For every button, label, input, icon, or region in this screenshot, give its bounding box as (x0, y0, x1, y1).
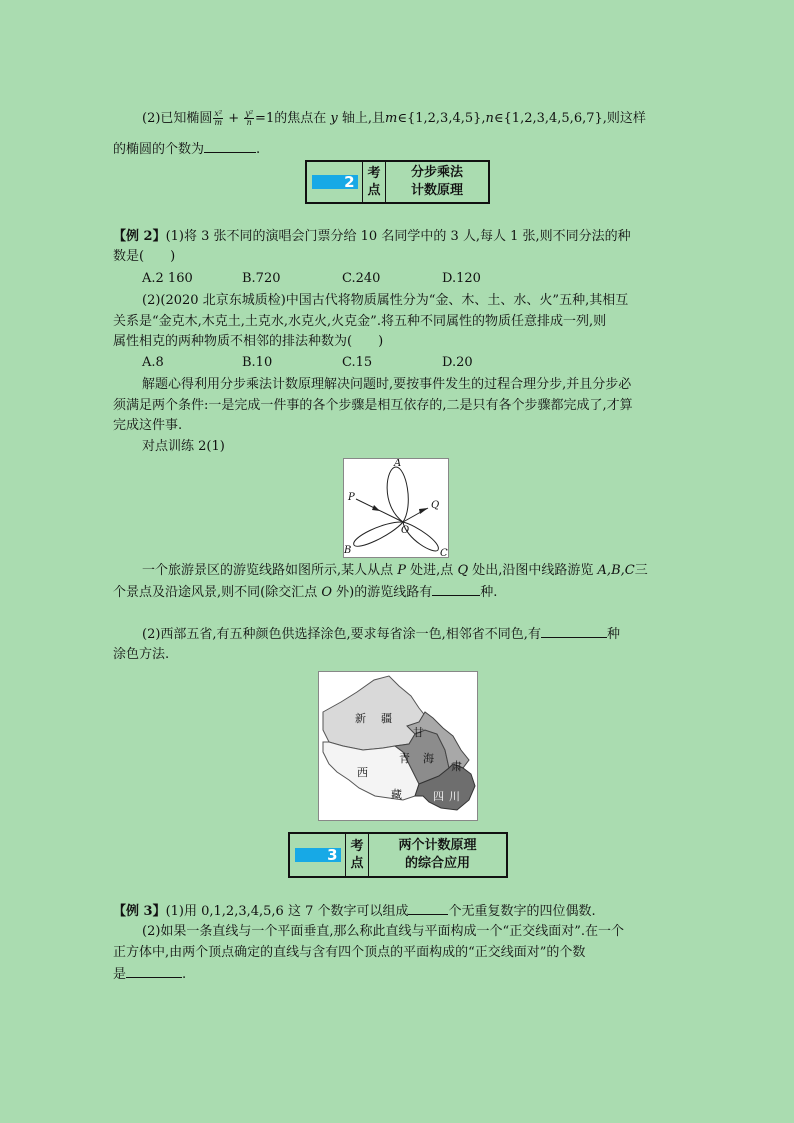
label-su: 肃 (451, 760, 462, 773)
frac-num: y² (245, 109, 254, 118)
set-m: ∈{1,2,3,4,5}, (397, 111, 486, 126)
label-hai: 海 (423, 752, 434, 765)
kaodian-label (346, 834, 369, 876)
frac-den: n (246, 118, 252, 127)
tip-line2: 须满足两个条件:一是完成一件事的各个步骤是相互依存的,二是只有各个步骤都完成了,才算 (113, 398, 633, 413)
option-b[interactable]: B.720 (242, 271, 281, 286)
example2-q1-line1 (113, 228, 631, 246)
kao-char: 考 (350, 839, 364, 854)
ellipse-question-line1 (142, 110, 646, 128)
text: 个景点及沿途风景,则不同(除交汇点 (113, 585, 318, 600)
text: 种. (480, 585, 498, 600)
text: 一个旅游景区的游览线路如图所示,某人从点 (142, 563, 394, 578)
label-b: B (344, 545, 352, 556)
kaodian-3-box (288, 832, 508, 878)
example-tag: 【例 2】 (113, 229, 166, 244)
answer-blank[interactable] (541, 625, 607, 638)
label-si: 四 (433, 790, 444, 803)
option-d[interactable]: D.120 (442, 271, 481, 286)
example2-q2-options (142, 354, 473, 372)
kao-char: 考 (367, 166, 381, 181)
label-xin: 新 (355, 712, 366, 725)
text: 的椭圆的个数为 (113, 142, 205, 157)
title-line2: 的综合应用 (404, 856, 470, 871)
ellipse-question-line2 (113, 140, 260, 159)
text: 外)的游览线路有 (336, 585, 433, 600)
example-tag: 【例 3】 (113, 904, 166, 919)
title-line1: 分步乘法 (410, 165, 463, 180)
label-o: O (401, 525, 410, 536)
frac-num: x² (214, 109, 223, 118)
tip-line3: 完成这件事. (113, 418, 183, 433)
example3-q2-line2: 正方体中,由两个顶点确定的直线与含有四个顶点的平面构成的“正交线面对”的个数 (113, 945, 586, 960)
training2-line1 (142, 625, 620, 644)
kaodian-number: 2 (312, 175, 358, 189)
text: 轴上,且 (341, 111, 386, 126)
title-line2: 计数原理 (410, 183, 463, 198)
kaodian-label (363, 162, 386, 202)
example3-q2-line3 (113, 965, 186, 984)
route-figure (343, 458, 449, 558)
example2-q2-line1: (2)(2020 北京东城质检)中国古代将物质属性分为“金、木、土、水、火”五种,其相互 (142, 293, 629, 308)
var-n: n (485, 111, 494, 126)
var-o: O (321, 585, 333, 600)
training1-line1 (142, 562, 648, 580)
label-q: Q (431, 500, 440, 511)
answer-blank[interactable] (204, 140, 256, 153)
label-gan: 甘 (413, 726, 424, 739)
loop-a (387, 467, 408, 522)
training1-line2 (113, 583, 497, 602)
map-svg (319, 672, 477, 820)
title-line1: 两个计数原理 (398, 838, 477, 853)
text: 的焦点在 (274, 111, 327, 126)
text: 处出,沿图中线路游览 (472, 563, 594, 578)
vars-abc: A,B,C (597, 563, 635, 578)
answer-blank[interactable] (432, 583, 480, 596)
arrow-q (419, 508, 428, 514)
set-n: ∈{1,2,3,4,5,6,7},则这样 (493, 111, 646, 126)
label-qing: 青 (399, 752, 410, 765)
kaodian-title (386, 162, 488, 202)
text: 种 (606, 627, 620, 642)
label-c: C (440, 548, 448, 557)
text: (2)西部五省,有五种颜色供选择涂色,要求每省涂一色,相邻省不同色,有 (142, 627, 541, 642)
text: . (256, 142, 261, 157)
label-p: P (348, 492, 355, 503)
option-a[interactable]: A.8 (142, 355, 164, 370)
example2-q2-line2: 关系是“金克木,木克土,土克水,水克火,火克金”.将五种不同属性的物质任意排成一列,则 (113, 314, 607, 329)
var-y: y (330, 111, 338, 126)
training-title: 对点训练 2(1) (142, 439, 225, 454)
label-chuan: 川 (449, 790, 460, 803)
region-xinjiang (323, 676, 427, 750)
option-a[interactable]: A.2 160 (142, 271, 193, 286)
training2-line2: 涂色方法. (113, 647, 170, 662)
example2-q1-line2: 数是( ) (113, 249, 176, 264)
text: 三 (634, 563, 648, 578)
kaodian-number: 3 (295, 848, 341, 862)
text: (1)将 3 张不同的演唱会门票分给 10 名同学中的 3 人,每人 1 张,则不同分法的种 (165, 229, 631, 244)
dian-char: 点 (367, 183, 381, 198)
var-p: P (397, 563, 407, 578)
question-label: (2)已知椭圆 (142, 111, 213, 126)
route-diagram (344, 459, 448, 557)
plus-sign: + (224, 111, 244, 126)
kaodian-badge (307, 162, 363, 202)
example2-q2-line3: 属性相克的两种物质不相邻的排法种数为( ) (113, 334, 384, 349)
kaodian-badge (290, 834, 346, 876)
label-xi: 西 (357, 766, 368, 779)
text: 是 (113, 967, 127, 982)
frac-den: m (214, 118, 223, 127)
label-a: A (394, 459, 402, 469)
fraction-y2-n (244, 110, 254, 127)
option-d[interactable]: D.20 (442, 355, 473, 370)
text: . (182, 967, 187, 982)
option-c[interactable]: C.15 (342, 355, 373, 370)
answer-blank[interactable] (408, 902, 448, 915)
option-b[interactable]: B.10 (242, 355, 273, 370)
var-q: Q (457, 563, 469, 578)
text: 个无重复数字的四位偶数. (448, 904, 596, 919)
text: (1)用 0,1,2,3,4,5,6 这 7 个数字可以组成 (165, 904, 409, 919)
label-jiang: 疆 (381, 712, 392, 725)
equals-one: =1 (255, 111, 275, 126)
option-c[interactable]: C.240 (342, 271, 381, 286)
answer-blank[interactable] (126, 965, 182, 978)
fraction-x2-m (213, 110, 223, 127)
kaodian-title (369, 834, 506, 876)
label-zang: 藏 (391, 788, 402, 801)
loop-b (354, 522, 403, 546)
kaodian-2-box (305, 160, 490, 204)
dian-char: 点 (350, 856, 364, 871)
var-m: m (385, 111, 398, 126)
text: 处进,点 (410, 563, 454, 578)
arrow-p (372, 505, 380, 511)
example2-q1-options (142, 270, 481, 288)
example3-q2-line1: (2)如果一条直线与一个平面垂直,那么称此直线与平面构成一个“正交线面对”.在一个 (142, 924, 624, 939)
tip-line1: 解题心得利用分步乘法计数原理解决问题时,要按事件发生的过程合理分步,并且分步必 (142, 377, 632, 392)
western-provinces-map (318, 671, 478, 821)
example3-q1 (113, 902, 596, 921)
